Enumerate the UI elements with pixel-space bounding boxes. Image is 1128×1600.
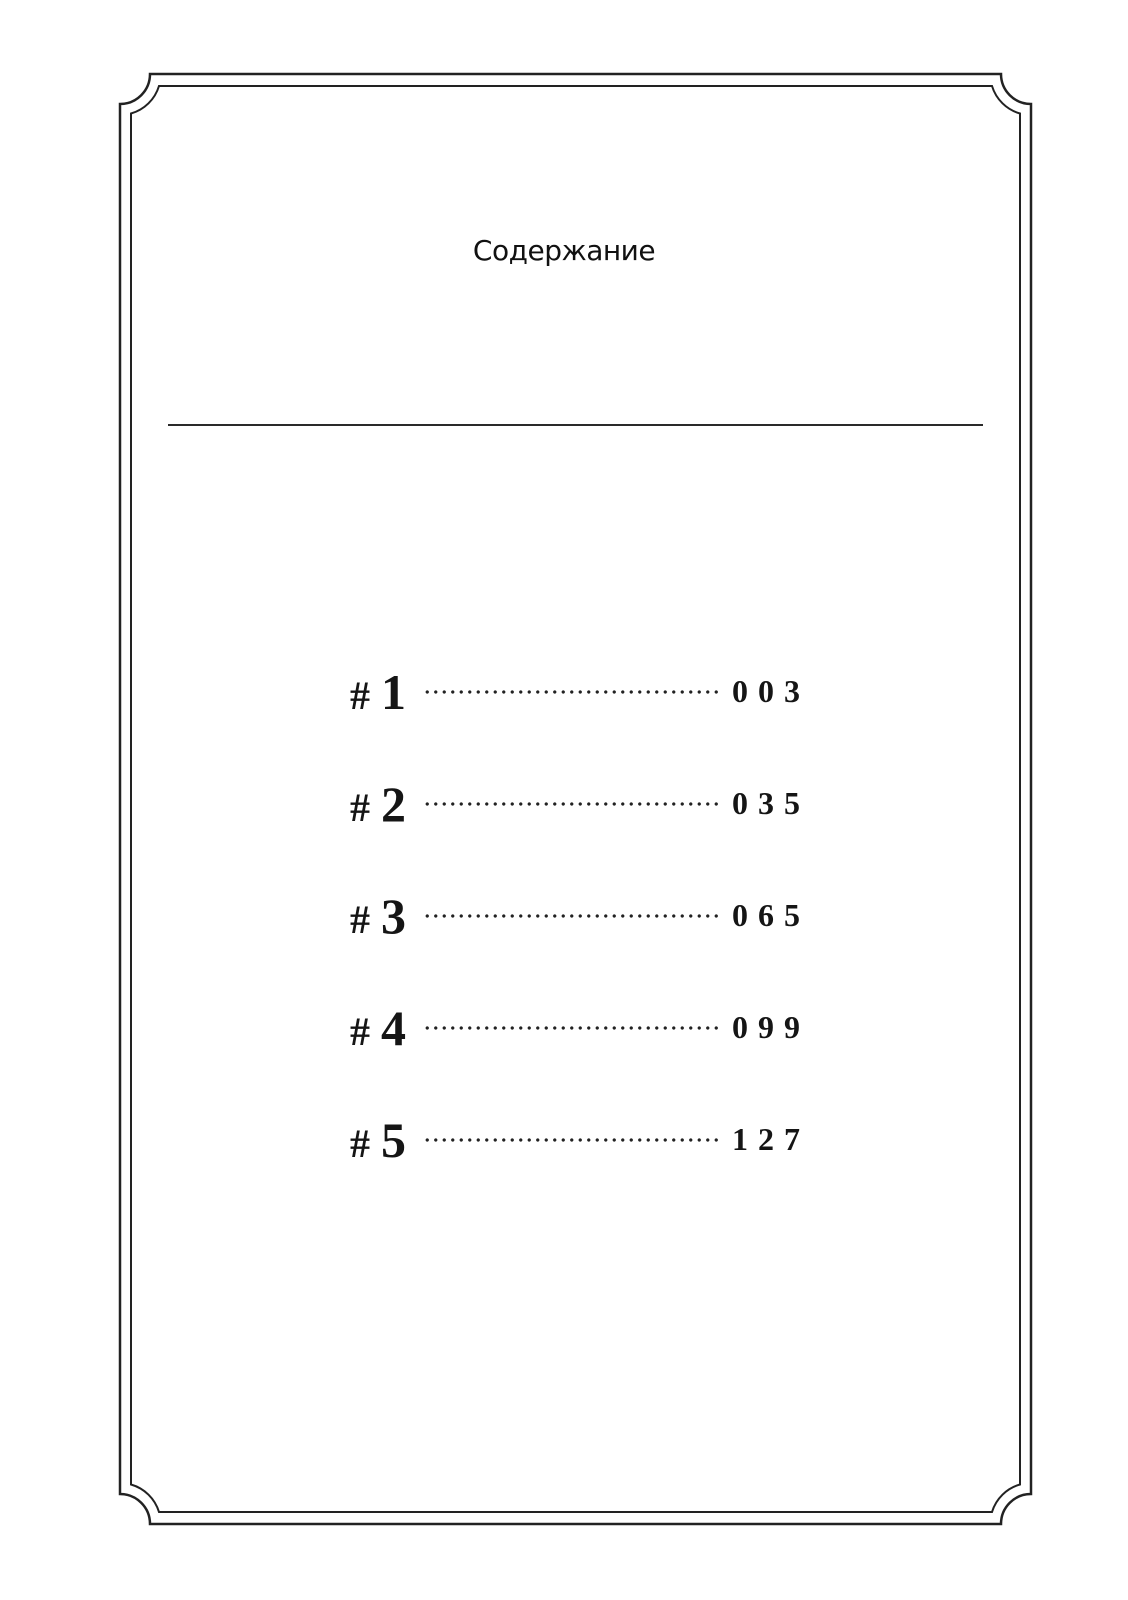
toc-label <box>350 889 410 944</box>
toc-chapter-number: 1 <box>381 663 406 720</box>
toc-chapter-number: 4 <box>381 999 406 1056</box>
toc-entry <box>350 660 810 724</box>
toc-dot-leader <box>423 1025 720 1031</box>
toc-page-number: 099 <box>732 1009 810 1046</box>
toc-dot-leader <box>423 689 720 695</box>
toc-chapter-number: 5 <box>381 1111 406 1168</box>
toc-hash-marker: # <box>350 896 370 942</box>
toc-label <box>350 777 410 832</box>
toc-label <box>350 665 410 720</box>
toc-chapter-number: 2 <box>381 775 406 832</box>
toc-entry <box>350 772 810 836</box>
toc-label <box>350 1001 410 1056</box>
toc-page-number: 003 <box>732 673 810 710</box>
toc-chapter-number: 3 <box>381 887 406 944</box>
toc-page-number: 065 <box>732 897 810 934</box>
toc-page-number: 127 <box>732 1121 810 1158</box>
toc-hash-marker: # <box>350 1120 370 1166</box>
toc-entry <box>350 996 810 1060</box>
page-title: Содержание <box>472 234 656 267</box>
toc-dot-leader <box>423 801 720 807</box>
toc-dot-leader <box>423 1137 720 1143</box>
title-divider <box>168 424 983 426</box>
toc-label <box>350 1113 410 1168</box>
toc-hash-marker: # <box>350 672 370 718</box>
toc-page-number: 035 <box>732 785 810 822</box>
toc-dot-leader <box>423 913 720 919</box>
toc-hash-marker: # <box>350 1008 370 1054</box>
toc-entry <box>350 1108 810 1172</box>
toc-hash-marker: # <box>350 784 370 830</box>
toc-entry <box>350 884 810 948</box>
